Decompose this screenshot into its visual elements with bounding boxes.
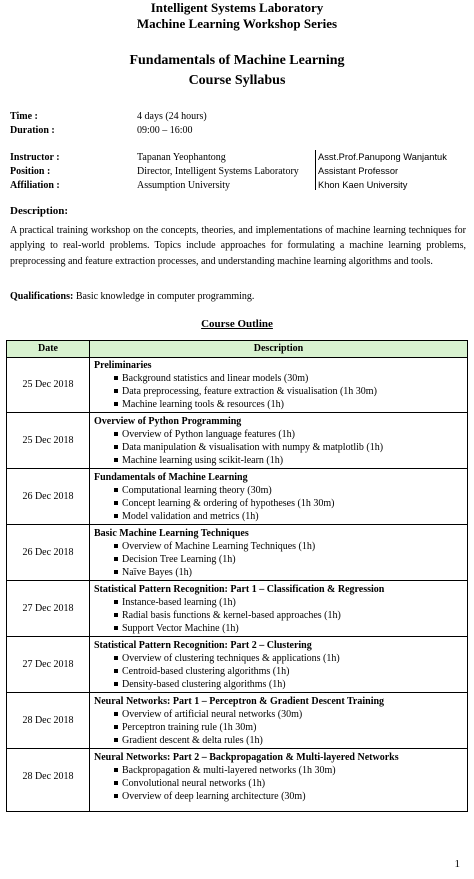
table-row bbox=[7, 581, 467, 637]
square-bullet-icon bbox=[114, 488, 118, 492]
square-bullet-icon bbox=[114, 570, 118, 574]
session-description bbox=[94, 527, 464, 579]
topic-text: Model validation and metrics (1h) bbox=[122, 511, 259, 522]
session-title: Basic Machine Learning Techniques bbox=[94, 528, 249, 539]
session-title: Statistical Pattern Recognition: Part 2 – Clustering bbox=[94, 640, 312, 651]
session-date: 27 Dec 2018 bbox=[22, 659, 74, 670]
position-label: Position : bbox=[10, 166, 51, 177]
square-bullet-icon bbox=[114, 794, 118, 798]
square-bullet-icon bbox=[114, 613, 118, 617]
instructor-value: Tapanan Yeophantong bbox=[137, 152, 226, 163]
topic-item bbox=[94, 708, 464, 721]
co-instructor-affiliation: Khon Kaen University bbox=[318, 180, 408, 190]
time-label: Time : bbox=[10, 111, 38, 122]
topic-text: Concept learning & ordering of hypotheses (1h 30m) bbox=[122, 498, 335, 509]
table-row bbox=[7, 357, 467, 413]
topic-text: Machine learning using scikit-learn (1h) bbox=[122, 455, 284, 466]
topic-item bbox=[94, 721, 464, 734]
affiliation-label: Affiliation : bbox=[10, 180, 60, 191]
qualifications-text: Basic knowledge in computer programming. bbox=[73, 291, 255, 302]
description-column-header: Description bbox=[253, 343, 304, 354]
topic-item bbox=[94, 540, 464, 553]
topic-item bbox=[94, 428, 464, 441]
topic-item bbox=[94, 652, 464, 665]
topic-text: Decision Tree Learning (1h) bbox=[122, 554, 236, 565]
topic-text: Instance-based learning (1h) bbox=[122, 597, 236, 608]
topic-list bbox=[94, 596, 464, 635]
course-title: Fundamentals of Machine Learning bbox=[129, 53, 345, 68]
topic-item bbox=[94, 553, 464, 566]
topic-list bbox=[94, 428, 464, 467]
document-title: Course Syllabus bbox=[188, 73, 286, 88]
description-text: A practical training workshop on the concepts, theories, and implementations of machine learning techniques for applying to real-world problems. Topics include approaches for formulating a machine learning problems, preprocessing and feature extraction processes, and understanding machine learning algorithms and tools. bbox=[10, 225, 466, 267]
square-bullet-icon bbox=[114, 656, 118, 660]
session-date: 28 Dec 2018 bbox=[22, 715, 74, 726]
session-date: 27 Dec 2018 bbox=[22, 603, 74, 614]
topic-text: Computational learning theory (30m) bbox=[122, 485, 272, 496]
topic-item bbox=[94, 678, 464, 691]
square-bullet-icon bbox=[114, 768, 118, 772]
square-bullet-icon bbox=[114, 389, 118, 393]
topic-text: Radial basis functions & kernel-based approaches (1h) bbox=[122, 610, 341, 621]
qualifications bbox=[10, 290, 254, 303]
topic-text: Overview of Machine Learning Techniques (1h) bbox=[122, 541, 316, 552]
table-row bbox=[7, 637, 467, 693]
topic-item bbox=[94, 497, 464, 510]
session-description bbox=[94, 415, 464, 467]
duration-label: Duration : bbox=[10, 125, 55, 136]
date-column-header: Date bbox=[38, 343, 58, 354]
table-header bbox=[7, 341, 467, 358]
square-bullet-icon bbox=[114, 557, 118, 561]
topic-text: Overview of clustering techniques & applications (1h) bbox=[122, 653, 340, 664]
session-description bbox=[94, 471, 464, 523]
session-description bbox=[94, 639, 464, 691]
topic-list bbox=[94, 764, 464, 803]
topic-text: Backpropagation & multi-layered networks (1h 30m) bbox=[122, 765, 336, 776]
page-number: 1 bbox=[454, 858, 460, 870]
topic-text: Gradient descent & delta rules (1h) bbox=[122, 735, 263, 746]
session-description bbox=[94, 695, 464, 747]
description-heading: Description: bbox=[10, 205, 69, 217]
session-date: 25 Dec 2018 bbox=[22, 379, 74, 390]
topic-item bbox=[94, 665, 464, 678]
topic-list bbox=[94, 372, 464, 411]
topic-item bbox=[94, 609, 464, 622]
square-bullet-icon bbox=[114, 432, 118, 436]
topic-item bbox=[94, 764, 464, 777]
topic-text: Density-based clustering algorithms (1h) bbox=[122, 679, 286, 690]
session-date: 26 Dec 2018 bbox=[22, 547, 74, 558]
position-value: Director, Intelligent Systems Laboratory bbox=[137, 166, 299, 177]
topic-text: Data preprocessing, feature extraction & visualisation (1h 30m) bbox=[122, 386, 377, 397]
course-outline-table bbox=[6, 340, 468, 812]
session-description bbox=[94, 583, 464, 635]
qualifications-label: Qualifications: bbox=[10, 291, 74, 302]
topic-item bbox=[94, 566, 464, 579]
org-name: Intelligent Systems Laboratory bbox=[150, 0, 324, 15]
topic-list bbox=[94, 708, 464, 747]
topic-item bbox=[94, 484, 464, 497]
session-date: 26 Dec 2018 bbox=[22, 491, 74, 502]
session-title: Statistical Pattern Recognition: Part 1 – Classification & Regression bbox=[94, 584, 385, 595]
topic-item bbox=[94, 441, 464, 454]
session-title: Overview of Python Programming bbox=[94, 416, 242, 427]
topic-item bbox=[94, 596, 464, 609]
duration-value: 09:00 – 16:00 bbox=[137, 125, 193, 136]
session-description bbox=[94, 751, 464, 803]
square-bullet-icon bbox=[114, 501, 118, 505]
instructor-divider bbox=[315, 150, 316, 190]
topic-item bbox=[94, 777, 464, 790]
session-title: Preliminaries bbox=[94, 360, 152, 371]
session-date: 25 Dec 2018 bbox=[22, 435, 74, 446]
session-date: 28 Dec 2018 bbox=[22, 771, 74, 782]
table-row bbox=[7, 525, 467, 581]
topic-item bbox=[94, 385, 464, 398]
square-bullet-icon bbox=[114, 725, 118, 729]
table-row bbox=[7, 413, 467, 469]
topic-text: Overview of deep learning architecture (30m) bbox=[122, 791, 306, 802]
topic-text: Naïve Bayes (1h) bbox=[122, 567, 192, 578]
affiliation-value: Assumption University bbox=[137, 180, 231, 191]
square-bullet-icon bbox=[114, 781, 118, 785]
topic-item bbox=[94, 454, 464, 467]
topic-text: Support Vector Machine (1h) bbox=[122, 623, 239, 634]
topic-item bbox=[94, 622, 464, 635]
instructor-label: Instructor : bbox=[10, 152, 60, 163]
square-bullet-icon bbox=[114, 600, 118, 604]
topic-text: Overview of Python language features (1h) bbox=[122, 429, 295, 440]
square-bullet-icon bbox=[114, 544, 118, 548]
session-description bbox=[94, 359, 464, 411]
topic-text: Machine learning tools & resources (1h) bbox=[122, 399, 284, 410]
topic-item bbox=[94, 372, 464, 385]
topic-list bbox=[94, 652, 464, 691]
table-row bbox=[7, 693, 467, 749]
square-bullet-icon bbox=[114, 712, 118, 716]
series-name: Machine Learning Workshop Series bbox=[136, 16, 338, 31]
session-title: Neural Networks: Part 1 – Perceptron & Gradient Descent Training bbox=[94, 696, 385, 707]
topic-text: Background statistics and linear models (30m) bbox=[122, 373, 309, 384]
square-bullet-icon bbox=[114, 445, 118, 449]
square-bullet-icon bbox=[114, 626, 118, 630]
co-instructor-position: Assistant Professor bbox=[318, 166, 399, 176]
course-outline-heading: Course Outline bbox=[201, 318, 273, 330]
time-value: 4 days (24 hours) bbox=[137, 111, 207, 122]
table-row bbox=[7, 469, 467, 525]
topic-item bbox=[94, 510, 464, 523]
topic-text: Convolutional neural networks (1h) bbox=[122, 778, 266, 789]
square-bullet-icon bbox=[114, 514, 118, 518]
topic-list bbox=[94, 540, 464, 579]
session-title: Fundamentals of Machine Learning bbox=[94, 472, 248, 483]
square-bullet-icon bbox=[114, 376, 118, 380]
square-bullet-icon bbox=[114, 458, 118, 462]
topic-item bbox=[94, 398, 464, 411]
square-bullet-icon bbox=[114, 682, 118, 686]
topic-text: Data manipulation & visualisation with numpy & matplotlib (1h) bbox=[122, 442, 384, 453]
topic-item bbox=[94, 734, 464, 747]
co-instructor-name: Asst.Prof.Panupong Wanjantuk bbox=[318, 152, 447, 162]
square-bullet-icon bbox=[114, 738, 118, 742]
session-title: Neural Networks: Part 2 – Backpropagation & Multi-layered Networks bbox=[94, 752, 399, 763]
table-row bbox=[7, 749, 467, 805]
topic-text: Overview of artificial neural networks (30m) bbox=[122, 709, 303, 720]
square-bullet-icon bbox=[114, 669, 118, 673]
square-bullet-icon bbox=[114, 402, 118, 406]
topic-text: Perceptron training rule (1h 30m) bbox=[122, 722, 257, 733]
topic-item bbox=[94, 790, 464, 803]
topic-list bbox=[94, 484, 464, 523]
topic-text: Centroid-based clustering algorithms (1h) bbox=[122, 666, 290, 677]
